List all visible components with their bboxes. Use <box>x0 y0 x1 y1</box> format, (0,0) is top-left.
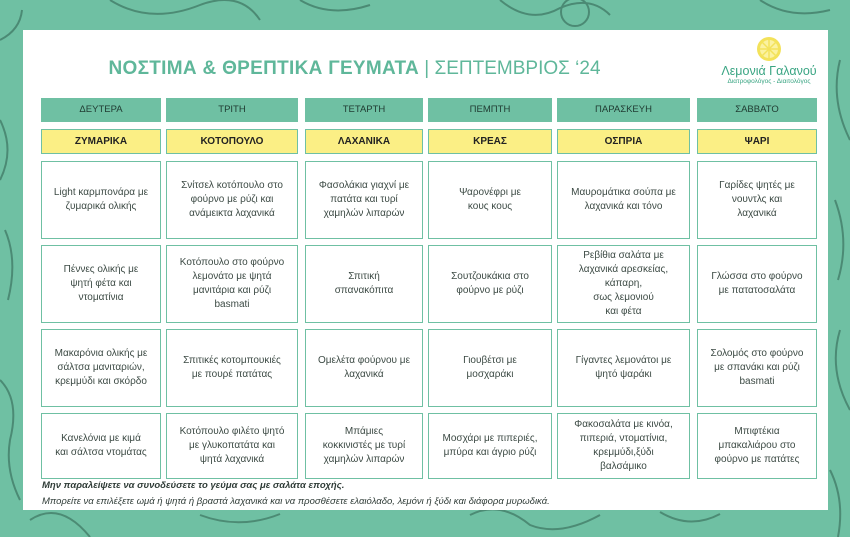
meal-cell <box>166 245 298 323</box>
meal-cell <box>305 329 423 407</box>
meal-cell-text: Κοτόπουλο στο φούρνο λεμονάτο με ψητά μανιτάρια και ρύζι basmati <box>179 257 285 310</box>
day-header-text: ΤΕΤΑΡΤΗ <box>342 104 386 115</box>
meal-cell-text: Φασολάκια γιαχνί με πατάτα και τυρί χαμηλών λιπαρών <box>318 180 410 219</box>
meal-cell <box>428 161 552 239</box>
category-label <box>166 129 298 154</box>
meal-cell-text: Σπιτική σπανακόπιτα <box>334 271 394 296</box>
meal-cell-text: Μακαρόνια ολικής με σάλτσα μανιταριών, κρεμμύδι και σκόρδο <box>54 348 148 387</box>
meal-cell-text: Γίγαντες λεμονάτοι με ψητό ψαράκι <box>575 355 672 380</box>
meal-cell-text: Πέννες ολικής με ψητή φέτα και ντοματίνια <box>63 264 139 303</box>
meal-cell <box>41 245 161 323</box>
category-label <box>305 129 423 154</box>
meal-cell <box>41 329 161 407</box>
meal-cell-text: Σνίτσελ κοτόπουλο στο φούρνο με ρύζι και ανάμεικτα λαχανικά <box>181 180 283 219</box>
title-main: ΝΟΣΤΙΜΑ & ΘΡΕΠΤΙΚΑ ΓΕΥΜΑΤΑ <box>108 58 419 79</box>
lemon-slice-icon <box>756 36 782 62</box>
meal-cell-text: Σουτζουκάκια στο φούρνο με ρύζι <box>451 271 529 296</box>
meal-cell-text: Ομελέτα φούρνου με λαχανικά <box>317 355 411 380</box>
page-title <box>23 58 686 80</box>
day-header <box>557 98 690 122</box>
meal-cell-text: Γλώσσα στο φούρνο με πατατοσαλάτα <box>711 271 803 296</box>
category-label-text: ΖΥΜΑΡΙΚΑ <box>74 135 128 147</box>
category-label <box>428 129 552 154</box>
meal-cell <box>41 161 161 239</box>
meal-cell-text: Ρεβίθια σαλάτα με λαχανικά αρεσκείας, κάπαρη, σως λεμονιού και φέτα <box>578 250 669 317</box>
category-label-text: ΚΟΤΟΠΟΥΛΟ <box>200 135 264 147</box>
meal-cell <box>557 413 690 479</box>
meal-cell <box>428 245 552 323</box>
day-header <box>305 98 423 122</box>
meal-cell <box>697 161 817 239</box>
meal-cell-text: Μοσχάρι με πιπεριές, μπύρα και άγριο ρύζι <box>442 433 538 458</box>
title-month: ΣΕΠΤΕΜΒΡΙΟΣ ‘24 <box>434 58 601 79</box>
meal-cell-text: Μπάμιες κοκκινιστές με τυρί χαμηλών λιπαρών <box>322 426 406 465</box>
meal-cell-text: Κανελόνια με κιμά και σάλτσα ντομάτας <box>55 433 147 458</box>
category-label <box>41 129 161 154</box>
category-label <box>697 129 817 154</box>
meal-cell <box>697 245 817 323</box>
category-label-text: ΟΣΠΡΙΑ <box>604 135 643 147</box>
meal-cell <box>557 161 690 239</box>
category-label-text: ΨΑΡΙ <box>744 135 770 147</box>
meal-cell <box>41 413 161 479</box>
meal-cell <box>428 413 552 479</box>
meal-cell-text: Κοτόπουλο φιλέτο ψητό με γλυκοπατάτα και ψητά λαχανικά <box>179 426 285 465</box>
category-label-text: ΛΑΧΑΝΙΚΑ <box>337 135 391 147</box>
meal-cell-text: Light καρμπονάρα με ζυμαρικά ολικής <box>53 187 149 212</box>
day-header <box>697 98 817 122</box>
meal-cell <box>305 161 423 239</box>
title-separator: | <box>424 58 430 79</box>
category-label-text: ΚΡΕΑΣ <box>473 135 507 147</box>
meal-cell-text: Σπιτικές κοτομπουκιές με πουρέ πατάτας <box>183 355 281 380</box>
day-header <box>428 98 552 122</box>
meal-cell <box>166 161 298 239</box>
day-header-text: ΠΕΜΠΤΗ <box>469 104 511 115</box>
meal-cell-text: Φακοσαλάτα με κινόα, πιπεριά, ντοματίνια, κρεμμύδι,ξύδι βαλσάμικο <box>574 419 673 472</box>
meal-cell-text: Γιουβέτσι με μοσχαράκι <box>463 355 517 380</box>
meal-cell <box>305 413 423 479</box>
meal-cell-text: Γαρίδες ψητές με νουντλς και λαχανικά <box>719 180 795 219</box>
meal-cell <box>557 245 690 323</box>
meal-cell <box>697 413 817 479</box>
day-header-text: ΔΕΥΤΕΡΑ <box>79 104 123 115</box>
category-label <box>557 129 690 154</box>
day-header <box>41 98 161 122</box>
meal-cell <box>305 245 423 323</box>
meal-cell <box>166 413 298 479</box>
day-header <box>166 98 298 122</box>
logo-subtitle: Διατροφολόγος - Διαιτολόγος <box>727 78 811 85</box>
meal-cell <box>697 329 817 407</box>
meal-cell-text: Σολομός στο φούρνο με σπανάκι και ρύζι basmati <box>710 348 804 387</box>
day-header-text: ΣΑΒΒΑΤΟ <box>735 104 779 115</box>
note-salad: Μην παραλείψετε να συνοδεύσετε το γεύμα σας με σαλάτα εποχής. <box>42 480 345 491</box>
day-header-text: ΤΡΙΤΗ <box>218 104 246 115</box>
meal-cell-text: Ψαρονέφρι με κους κους <box>459 187 521 212</box>
meal-cell <box>557 329 690 407</box>
logo <box>711 36 827 85</box>
meal-cell-text: Μπιφτέκια μπακαλιάρου στο φούρνο με πατάτες <box>714 426 800 465</box>
meal-cell-text: Μαυρομάτικα σούπα με λαχανικά και τόνο <box>571 187 676 212</box>
day-header-text: ΠΑΡΑΣΚΕΥΗ <box>595 104 652 115</box>
note-tips: Μπορείτε να επιλέξετε ωμά ή ψητά ή βραστά λαχανικά και να προσθέσετε ελαιόλαδο, λεμόνι ή ξύδι και διάφορα μυρωδικά. <box>42 496 550 507</box>
logo-name: Λεμονιά Γαλανού <box>721 64 817 78</box>
meal-cell <box>166 329 298 407</box>
meal-cell <box>428 329 552 407</box>
